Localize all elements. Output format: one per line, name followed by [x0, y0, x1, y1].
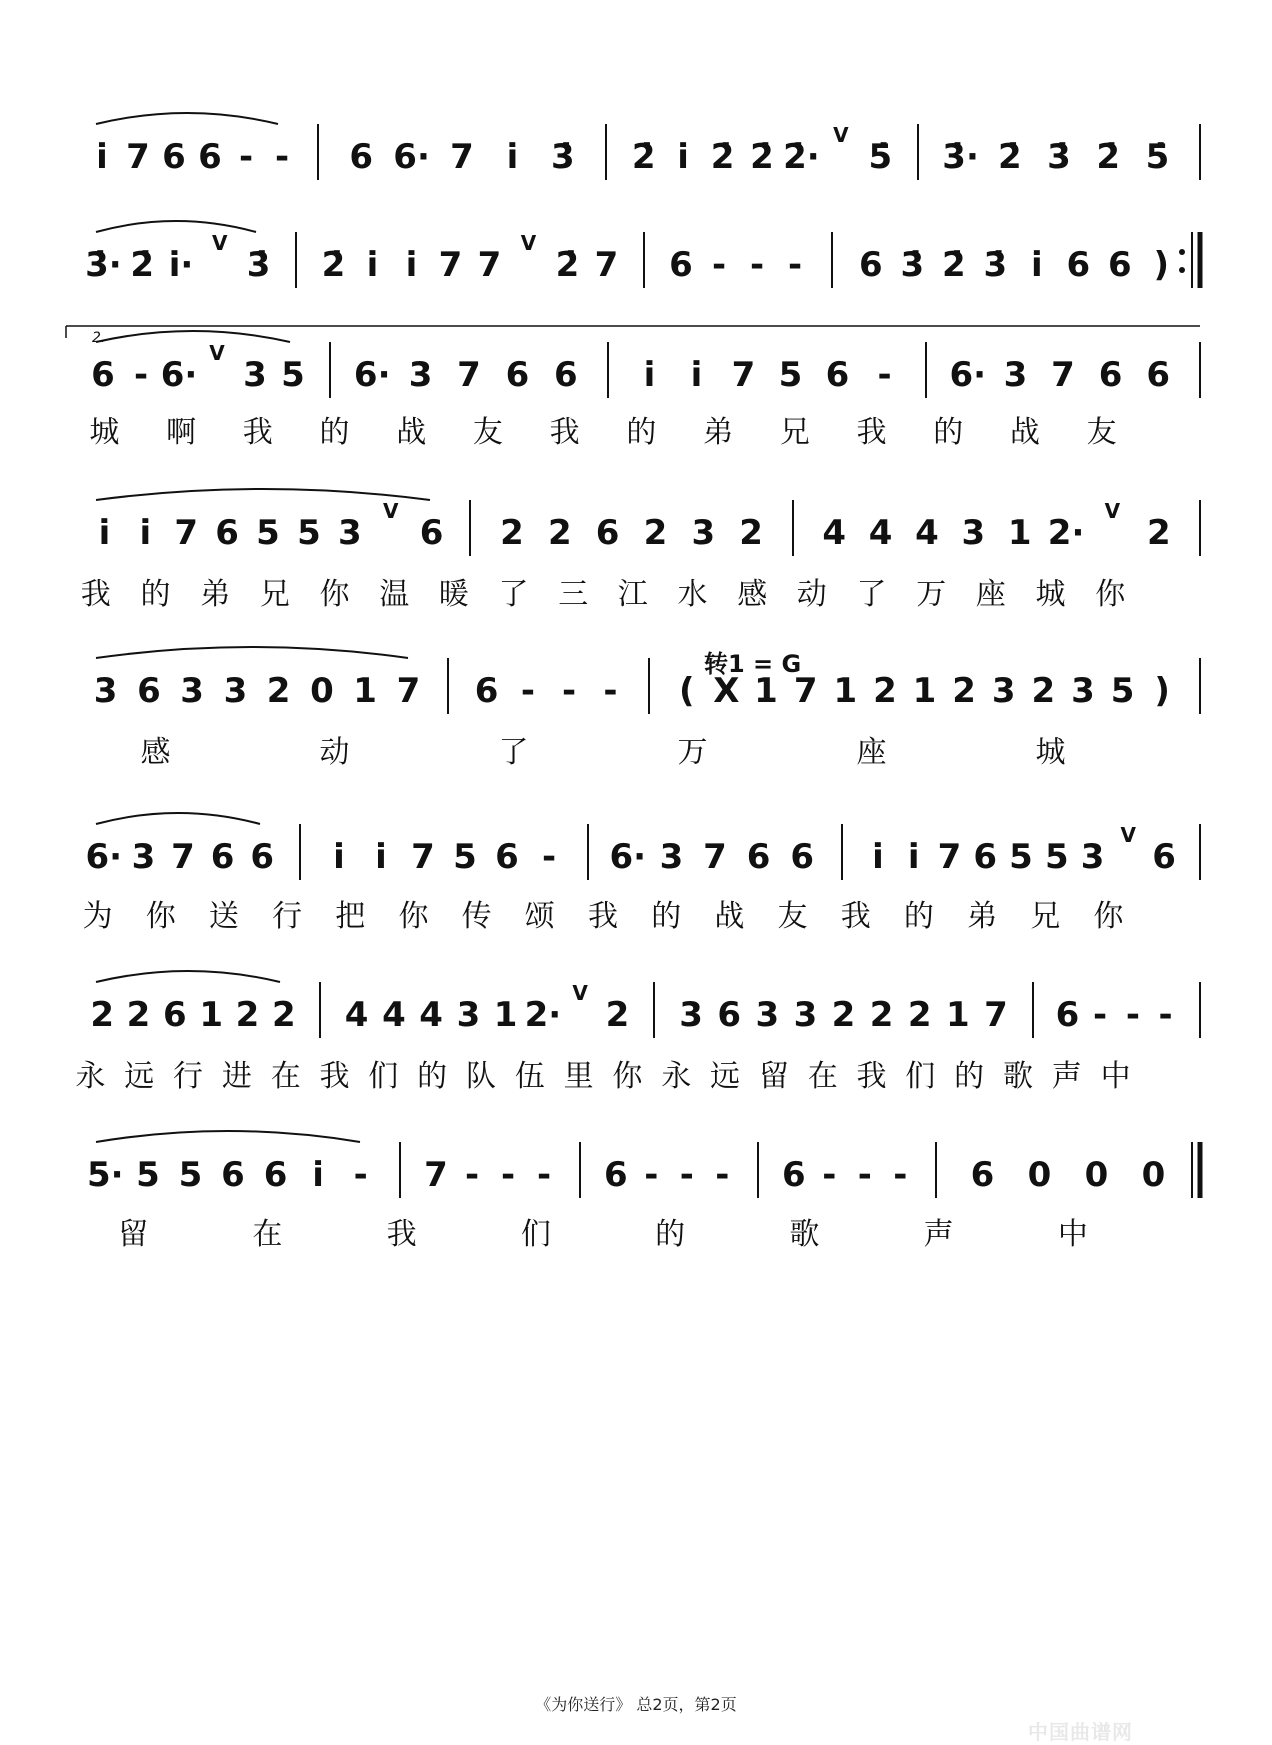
- dash-note: -: [711, 245, 727, 285]
- lyric-char: 的: [954, 1059, 985, 1094]
- dash-note: -: [500, 1155, 516, 1195]
- jianpu-note: 2: [547, 513, 572, 553]
- jianpu-note: 1: [1007, 513, 1032, 553]
- jianpu-note: 6: [250, 837, 275, 877]
- lyric-char: 动: [319, 735, 350, 770]
- jianpu-note: 3: [691, 513, 716, 553]
- lyric-char: 声: [923, 1217, 954, 1252]
- jianpu-note: 2: [126, 995, 151, 1035]
- lyric-char: 们: [368, 1059, 399, 1094]
- jianpu-note: 6·: [609, 837, 647, 877]
- jianpu-note: 6: [595, 513, 620, 553]
- jianpu-note: 2: [873, 671, 897, 711]
- jianpu-note: 3: [180, 671, 204, 711]
- jianpu-note: 4: [915, 513, 939, 553]
- lyric-char: 们: [905, 1059, 936, 1094]
- lyric-char: 行: [173, 1059, 203, 1094]
- lyric-char: 了: [498, 735, 529, 770]
- lyric-char: 远: [124, 1059, 155, 1094]
- lyric-char: 我: [856, 1059, 887, 1094]
- jianpu-note: 3: [1071, 671, 1095, 711]
- jianpu-note: 5: [778, 355, 803, 395]
- lyric-char: 留: [758, 1059, 789, 1094]
- lyric-char: 啊: [166, 415, 197, 450]
- lyric-char: 我: [386, 1217, 417, 1252]
- dash-note: -: [1125, 995, 1140, 1035]
- lyric-char: 我: [840, 899, 871, 934]
- jianpu-note: 7: [1051, 355, 1075, 395]
- jianpu-note: i̇: [375, 837, 387, 877]
- jianpu-note: 6·: [160, 355, 198, 395]
- lyric-char: 城: [1035, 735, 1066, 770]
- lyric-char: 暖: [438, 577, 469, 612]
- jianpu-note: 6: [215, 513, 239, 553]
- lyric-char: 的: [651, 899, 682, 934]
- jianpu-note: 5̇: [868, 137, 893, 177]
- lyric-char: 座: [975, 577, 1006, 612]
- lyric-char: 城: [89, 415, 120, 450]
- jianpu-note: 2: [500, 513, 524, 553]
- jianpu-note: 1: [353, 671, 377, 711]
- lyric-char: 的: [319, 415, 350, 450]
- lyric-char: 我: [242, 415, 273, 450]
- jianpu-note: 3̇: [900, 245, 925, 285]
- jianpu-note: 6: [825, 355, 850, 395]
- lyric-char: 座: [856, 735, 887, 770]
- jianpu-note: 5: [281, 355, 305, 395]
- lyric-char: 永: [75, 1059, 106, 1094]
- jianpu-note: 3: [1080, 837, 1105, 877]
- jianpu-note: 2: [831, 995, 856, 1035]
- jianpu-note: 2̇: [941, 245, 966, 285]
- slur: [96, 1131, 360, 1142]
- jianpu-note: 2̇: [750, 137, 774, 177]
- jianpu-note: 6: [495, 837, 519, 877]
- jianpu-note: 6: [162, 995, 187, 1035]
- lyric-char: 你: [319, 577, 350, 612]
- jianpu-note: i̇: [643, 355, 656, 395]
- lyric-char: 友: [472, 415, 503, 450]
- jianpu-note: 4: [344, 995, 369, 1035]
- jianpu-note: 7: [174, 513, 199, 553]
- jianpu-note: 0: [310, 671, 334, 711]
- dash-note: -: [603, 671, 618, 711]
- lyric-char: 中: [1100, 1059, 1131, 1094]
- jianpu-note: 6: [210, 837, 235, 877]
- lyric-char: 我: [319, 1059, 350, 1094]
- jianpu-note: 3̇: [246, 245, 271, 285]
- jianpu-note: 6: [553, 355, 578, 395]
- jianpu-note: 3: [93, 671, 118, 711]
- lyric-char: 江: [617, 577, 648, 612]
- jianpu-note: 6: [419, 513, 444, 553]
- jianpu-note: 6: [669, 245, 693, 285]
- jianpu-note: 1: [199, 995, 224, 1035]
- page-footer: 《为你送行》 总2页，第2页: [535, 1695, 737, 1714]
- lyric-char: 进: [221, 1059, 252, 1094]
- dash-note: -: [238, 137, 254, 177]
- jianpu-note: 2̇: [555, 245, 580, 285]
- lyric-char: 弟: [703, 415, 734, 450]
- jianpu-note: 1: [912, 671, 937, 711]
- lyric-char: 我: [588, 899, 618, 934]
- jianpu-note: 6: [221, 1155, 245, 1195]
- jianpu-note: 6: [349, 137, 374, 177]
- watermark-logo: 中国曲谱网: [1028, 1720, 1133, 1744]
- slur: [96, 813, 260, 824]
- jianpu-note: i̇: [506, 137, 519, 177]
- lyric-char: 水: [677, 577, 708, 612]
- jianpu-note: 2̇: [710, 137, 735, 177]
- jianpu-note: 3: [1003, 355, 1028, 395]
- lyric-char: 感: [140, 735, 171, 770]
- jianpu-note: 5: [1110, 671, 1135, 711]
- lyric-char: 歌: [789, 1217, 820, 1252]
- lyric-char: 感: [737, 577, 768, 612]
- dash-note: -: [679, 1155, 694, 1195]
- jianpu-note: 7: [438, 245, 463, 285]
- jianpu-note: 6: [1152, 837, 1176, 877]
- breath-mark: V: [520, 231, 537, 255]
- lyric-char: 城: [1035, 577, 1066, 612]
- jianpu-note: 5: [1009, 837, 1033, 877]
- jianpu-note: 0: [1027, 1155, 1052, 1195]
- dash-note: -: [353, 1155, 368, 1195]
- breath-mark: V: [1120, 823, 1137, 847]
- slur: [96, 113, 278, 124]
- jianpu-note: 6: [198, 137, 222, 177]
- dash-note: -: [787, 245, 803, 285]
- lyric-char: 了: [498, 577, 529, 612]
- slur: [96, 221, 256, 232]
- lyric-char: 的: [933, 415, 964, 450]
- jianpu-note: X: [713, 671, 740, 711]
- jianpu-note: 2̇·: [783, 137, 820, 177]
- jianpu-note: i̇: [907, 837, 920, 877]
- jianpu-note: 2·: [524, 995, 562, 1035]
- jianpu-note: 7: [594, 245, 619, 285]
- lyric-char: 歌: [1003, 1059, 1033, 1094]
- jianpu-note: 0: [1141, 1155, 1166, 1195]
- lyric-char: 你: [1095, 577, 1126, 612]
- jianpu-note: 5̇: [1145, 137, 1170, 177]
- dash-note: -: [644, 1155, 659, 1195]
- jianpu-note: 3: [755, 995, 780, 1035]
- jianpu-note: i̇: [1030, 245, 1043, 285]
- lyric-char: 我: [549, 415, 580, 450]
- jianpu-note: 2̇: [1096, 137, 1121, 177]
- jianpu-note: 6: [1146, 355, 1171, 395]
- jianpu-note: 7: [937, 837, 962, 877]
- lyric-char: 永: [661, 1059, 692, 1094]
- lyric-char: 我: [80, 577, 111, 612]
- slur: [96, 489, 430, 500]
- jianpu-note: 5: [453, 837, 477, 877]
- jianpu-note: 1: [493, 995, 518, 1035]
- lyric-char: 的: [903, 899, 934, 934]
- jianpu-note: 6: [1098, 355, 1123, 395]
- jianpu-note: 2: [266, 671, 291, 711]
- jianpu-note: 6: [717, 995, 742, 1035]
- jianpu-note: 5: [1044, 837, 1069, 877]
- dash-note: -: [541, 837, 557, 877]
- jianpu-note: 6: [505, 355, 530, 395]
- jianpu-note: 2: [90, 995, 115, 1035]
- jianpu-note: 5: [178, 1155, 203, 1195]
- jianpu-note: 6: [474, 671, 499, 711]
- jianpu-note: 6: [162, 137, 186, 177]
- jianpu-note: 6: [91, 355, 115, 395]
- lyric-char: 队: [466, 1059, 496, 1094]
- lyric-char: 兄: [1030, 899, 1061, 934]
- jianpu-note: 6: [1055, 995, 1080, 1035]
- jianpu-note: i̇: [872, 837, 884, 877]
- jianpu-note: 1: [833, 671, 858, 711]
- jianpu-note: 2: [952, 671, 976, 711]
- lyric-char: 的: [417, 1059, 448, 1094]
- dash-note: -: [536, 1155, 552, 1195]
- lyric-char: 送: [208, 899, 239, 934]
- jianpu-note: 4: [382, 995, 406, 1035]
- lyric-char: 战: [1009, 415, 1040, 450]
- lyric-char: 的: [626, 415, 657, 450]
- jianpu-note: 6: [790, 837, 815, 877]
- lyric-char: 友: [1086, 415, 1117, 450]
- lyric-char: 你: [145, 899, 176, 934]
- lyric-char: 弟: [967, 899, 998, 934]
- jianpu-note: i̇·: [168, 245, 194, 285]
- jianpu-note: 6: [1066, 245, 1091, 285]
- lyric-char: 的: [140, 577, 171, 612]
- dash-note: -: [822, 1155, 837, 1195]
- jianpu-note: 2̇: [997, 137, 1022, 177]
- dash-note: -: [562, 671, 577, 711]
- jianpu-note: 7: [396, 671, 421, 711]
- breath-mark: V: [1104, 499, 1121, 523]
- jianpu-note: 7: [171, 837, 195, 877]
- jianpu-note: 0: [1084, 1155, 1109, 1195]
- jianpu-note: 4: [822, 513, 847, 553]
- jianpu-note: i̇: [312, 1155, 324, 1195]
- jianpu-note: i̇: [96, 137, 108, 177]
- jianpu-note: 7: [411, 837, 435, 877]
- key-change-label: 转1 = G: [704, 650, 802, 678]
- jianpu-note: i̇: [98, 513, 111, 553]
- jianpu-note: 1: [945, 995, 970, 1035]
- lyric-char: 战: [714, 899, 745, 934]
- lyric-char: 兄: [779, 415, 810, 450]
- jianpu-note: 2̇: [321, 245, 346, 285]
- jianpu-note: 2·: [1047, 513, 1085, 553]
- repeat-dot: [1179, 267, 1185, 273]
- lyric-char: 万: [916, 577, 947, 612]
- breath-mark: V: [209, 341, 225, 365]
- jianpu-note: 3: [337, 513, 362, 553]
- lyric-char: 把: [335, 899, 366, 934]
- jianpu-note: ): [1153, 245, 1170, 285]
- jianpu-note: (: [679, 671, 695, 711]
- dash-note: -: [877, 355, 892, 395]
- lyric-char: 留: [118, 1217, 149, 1252]
- jianpu-note: 6·: [353, 355, 391, 395]
- jianpu-note: 2: [739, 513, 763, 553]
- jianpu-note: 3: [961, 513, 986, 553]
- jianpu-note: i̇: [333, 837, 345, 877]
- dash-note: -: [749, 245, 765, 285]
- jianpu-note: 7: [984, 995, 1008, 1035]
- lyric-char: 里: [563, 1059, 594, 1094]
- jianpu-note: i̇: [405, 245, 418, 285]
- lyric-char: 行: [272, 899, 303, 934]
- lyric-char: 温: [379, 577, 410, 612]
- slur: [96, 331, 290, 342]
- dash-note: -: [1158, 995, 1173, 1035]
- jianpu-note: 2̇: [631, 137, 656, 177]
- jianpu-note: i̇: [690, 355, 703, 395]
- lyric-char: 我: [856, 415, 887, 450]
- volta-number: 2.: [92, 330, 106, 346]
- slur: [96, 971, 280, 982]
- dash-note: -: [520, 671, 535, 711]
- breath-mark: V: [212, 231, 228, 255]
- jianpu-note: 3: [793, 995, 818, 1035]
- jianpu-note: 2: [1146, 513, 1171, 553]
- lyric-char: 在: [252, 1217, 283, 1252]
- jianpu-note: 2̇: [130, 245, 155, 285]
- lyric-char: 的: [655, 1217, 686, 1252]
- jianpu-note: 7: [793, 671, 818, 711]
- lyric-char: 你: [612, 1059, 643, 1094]
- jianpu-note: 4: [868, 513, 893, 553]
- dash-note: -: [893, 1155, 908, 1195]
- jianpu-note: 2: [1031, 671, 1056, 711]
- jianpu-note: 3̇: [550, 137, 575, 177]
- jianpu-note: 5: [297, 513, 321, 553]
- jianpu-note: 3̇·: [85, 245, 122, 285]
- jianpu-note: 3: [659, 837, 684, 877]
- jianpu-note: 7: [450, 137, 474, 177]
- jianpu-note: 6: [603, 1155, 628, 1195]
- jianpu-note: 3: [408, 355, 433, 395]
- jianpu-note: 2: [643, 513, 668, 553]
- jianpu-note: 6·: [85, 837, 123, 877]
- jianpu-note: 7: [703, 837, 727, 877]
- lyric-char: 声: [1051, 1059, 1082, 1094]
- dash-note: -: [133, 355, 149, 395]
- lyric-char: 颂: [524, 899, 555, 934]
- jianpu-note: 5: [256, 513, 280, 553]
- jianpu-note: 7: [477, 245, 502, 285]
- jianpu-note: 6: [1107, 245, 1132, 285]
- lyric-char: 战: [396, 415, 427, 450]
- jianpu-note: 6: [858, 245, 883, 285]
- jianpu-note: i̇: [366, 245, 379, 285]
- jianpu-note: 3̇: [1047, 137, 1071, 177]
- jianpu-note: i̇: [677, 137, 689, 177]
- lyric-char: 伍: [514, 1059, 545, 1094]
- dash-note: -: [1093, 995, 1108, 1035]
- jianpu-note: 3: [223, 671, 248, 711]
- jianpu-note: 6: [263, 1155, 288, 1195]
- lyric-char: 在: [270, 1059, 301, 1094]
- jianpu-note: 6·: [393, 137, 430, 177]
- jianpu-note: 6: [970, 1155, 995, 1195]
- jianpu-note: 7: [457, 355, 481, 395]
- lyric-char: 万: [677, 735, 708, 770]
- breath-mark: V: [833, 123, 849, 147]
- jianpu-note: 6: [973, 837, 998, 877]
- breath-mark: V: [382, 499, 399, 523]
- jianpu-note: 3: [131, 837, 156, 877]
- jianpu-note: 3: [679, 995, 703, 1035]
- lyric-char: 为: [82, 899, 113, 934]
- lyric-char: 你: [1093, 899, 1124, 934]
- lyric-char: 们: [520, 1217, 551, 1252]
- lyric-char: 传: [461, 899, 492, 934]
- jianpu-note: 5·: [87, 1155, 124, 1195]
- lyric-char: 友: [777, 899, 808, 934]
- jianpu-note: 3: [991, 671, 1016, 711]
- dash-note: -: [464, 1155, 480, 1195]
- jianpu-note: 6·: [949, 355, 987, 395]
- repeat-dot: [1179, 249, 1185, 255]
- lyric-char: 远: [710, 1059, 740, 1094]
- jianpu-note: 7: [126, 137, 150, 177]
- jianpu-note: 7: [424, 1155, 448, 1195]
- jianpu-note: 6: [746, 837, 771, 877]
- jianpu-note: i̇: [139, 513, 152, 553]
- jianpu-note: 6: [781, 1155, 806, 1195]
- jianpu-note: 2: [235, 995, 260, 1035]
- dash-note: -: [715, 1155, 730, 1195]
- jianpu-note: 1: [754, 671, 778, 711]
- lyric-char: 三: [558, 577, 589, 612]
- jianpu-note: 3: [456, 995, 481, 1035]
- jianpu-note: 2: [907, 995, 932, 1035]
- lyric-char: 动: [796, 577, 827, 612]
- jianpu-note: 2: [869, 995, 894, 1035]
- jianpu-note: 7: [731, 355, 756, 395]
- jianpu-note: 3̇·: [942, 137, 979, 177]
- jianpu-note: 4: [419, 995, 443, 1035]
- jianpu-note: 6: [137, 671, 161, 711]
- lyric-char: 兄: [259, 577, 290, 612]
- lyric-char: 你: [398, 899, 429, 934]
- lyric-char: 弟: [200, 577, 231, 612]
- dash-note: -: [274, 137, 290, 177]
- jianpu-note: 3̇: [983, 245, 1008, 285]
- breath-mark: V: [572, 981, 588, 1005]
- slur: [96, 647, 408, 658]
- jianpu-note: 2: [271, 995, 296, 1035]
- jianpu-note: 3: [243, 355, 267, 395]
- lyric-char: 中: [1057, 1217, 1088, 1252]
- lyric-char: 了: [856, 577, 887, 612]
- jianpu-note: 2: [605, 995, 630, 1035]
- lyric-char: 在: [807, 1059, 838, 1094]
- jianpu-note: 5: [136, 1155, 160, 1195]
- dash-note: -: [857, 1155, 872, 1195]
- jianpu-note: ): [1154, 671, 1170, 711]
